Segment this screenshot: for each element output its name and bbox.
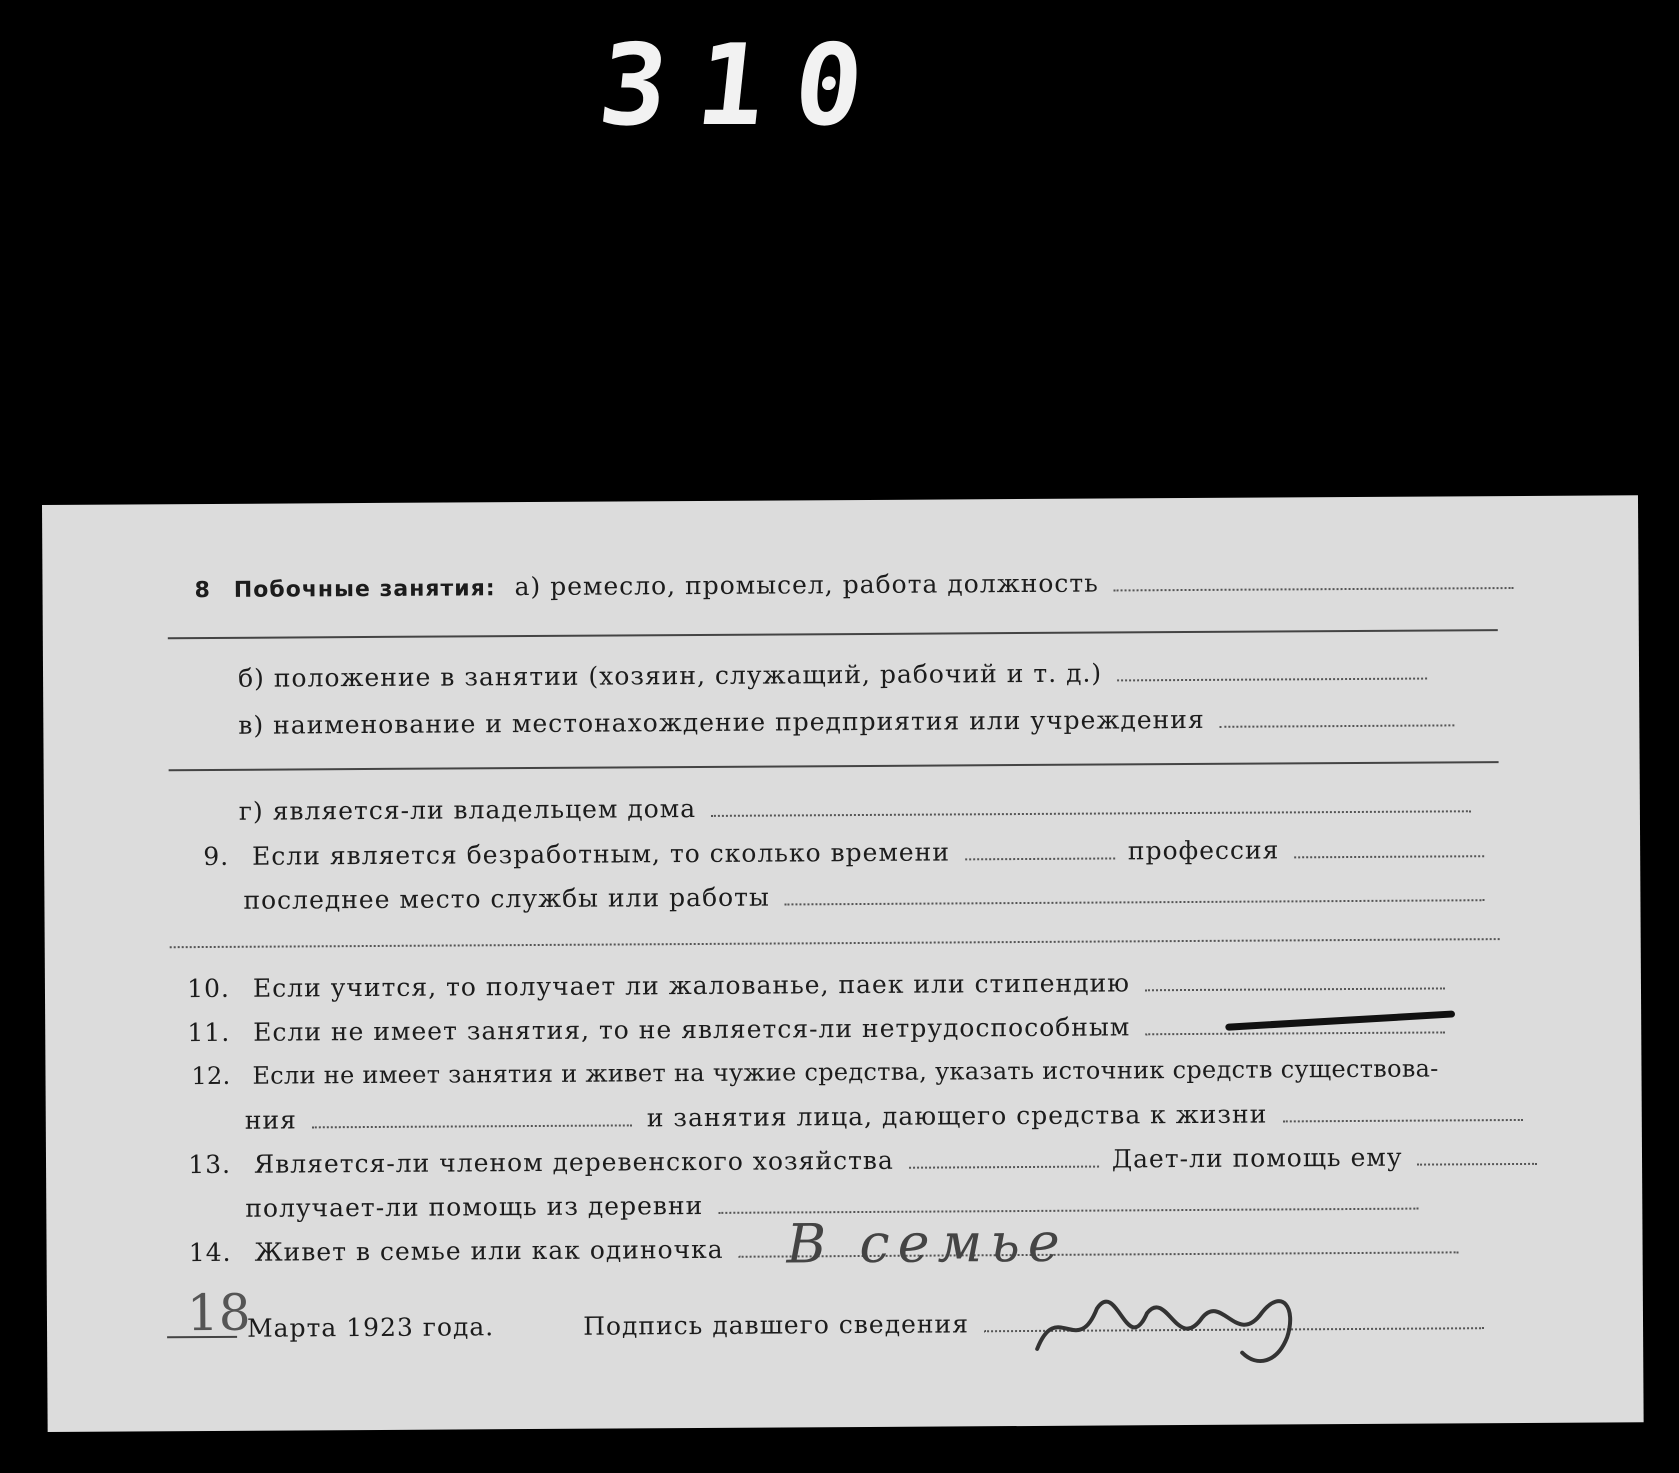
q12-line-2 bbox=[245, 1098, 1523, 1135]
q9-line-2 bbox=[243, 878, 1485, 915]
q14-number: 14. bbox=[188, 1237, 232, 1268]
q8d-text: г) является-ли владельцем дома bbox=[238, 794, 697, 826]
signature-label: Подпись давшего сведения bbox=[583, 1309, 970, 1341]
q8b-text: б) положение в занятии (хозяин, служащий, рабочий и т. д.) bbox=[237, 658, 1103, 693]
q13-line bbox=[176, 1142, 1538, 1179]
footer-day-line bbox=[167, 1336, 237, 1338]
q9-number: 9. bbox=[203, 841, 230, 872]
q8b-fill-line bbox=[1117, 677, 1427, 682]
q9-last-workplace-text: последнее место службы или работы bbox=[243, 882, 770, 915]
q8-line-b bbox=[238, 657, 1427, 693]
q9-continuation-line bbox=[170, 938, 1500, 948]
q8a-text: а) ремесло, промысел, работа должность bbox=[514, 568, 1099, 602]
q14-handwritten-answer: В семье bbox=[786, 1210, 1068, 1276]
q9-profession-label: профессия bbox=[1127, 835, 1280, 866]
q8c-text: в) наименование и местонахождение предприятия или учреждения bbox=[238, 704, 1205, 740]
footer-date-text: Марта 1923 года. bbox=[246, 1312, 495, 1343]
q8a-fill-line bbox=[1114, 586, 1514, 591]
q13-number: 13. bbox=[188, 1149, 232, 1180]
q10-number: 10. bbox=[187, 973, 231, 1004]
handwritten-signature bbox=[1027, 1267, 1308, 1379]
q12-text: Если не имеет занятия и живет на чужие средства, указать источник средств существова- bbox=[252, 1054, 1439, 1090]
q12-source-fill-line bbox=[312, 1123, 632, 1128]
q9-line bbox=[174, 834, 1484, 871]
q9-profession-fill-line bbox=[1294, 854, 1484, 858]
q8-number: 8 bbox=[194, 577, 211, 604]
q10-fill-line bbox=[1145, 986, 1445, 991]
q10-line bbox=[175, 966, 1445, 1003]
q11-fill-line bbox=[1145, 1030, 1445, 1035]
q9-text: Если является безработным, то сколько времени bbox=[252, 837, 951, 871]
frame-number: 310 bbox=[593, 21, 900, 151]
q12-number: 12. bbox=[191, 1061, 231, 1091]
footer-day-handwritten: 18 bbox=[186, 1283, 251, 1343]
q13-member-fill-line bbox=[909, 1165, 1099, 1169]
q8-line-a bbox=[194, 566, 1513, 603]
q13-help-received-text: получает-ли помощь из деревни bbox=[245, 1190, 704, 1223]
q11-text: Если не имеет занятия, то не является-ли нетрудоспособным bbox=[253, 1012, 1131, 1047]
questionnaire-card bbox=[42, 495, 1644, 1432]
q8d-fill-line bbox=[711, 809, 1471, 817]
q9-time-fill-line bbox=[965, 856, 1115, 860]
q13-help-given-fill-line bbox=[1418, 1162, 1538, 1166]
q12-provider-fill-line bbox=[1282, 1118, 1522, 1122]
q8-label: Побочные занятия: bbox=[233, 576, 496, 603]
q8-line-c bbox=[238, 703, 1454, 739]
q9-last-workplace-fill-line bbox=[785, 898, 1485, 905]
q13-text: Является-ли членом деревенского хозяйства bbox=[253, 1145, 894, 1179]
q8-line-d bbox=[239, 789, 1471, 826]
q8c-fill-line bbox=[1220, 723, 1455, 727]
q12-provider-text: и занятия лица, дающего средства к жизни bbox=[646, 1099, 1268, 1133]
q13-help-given-label: Дает-ли помощь ему bbox=[1111, 1142, 1403, 1174]
q11-number: 11. bbox=[187, 1017, 231, 1048]
q12-text-cont: ния bbox=[244, 1105, 297, 1135]
q8c-continuation-line bbox=[169, 761, 1499, 771]
q12-line bbox=[175, 1054, 1438, 1090]
q8a-continuation-line bbox=[168, 629, 1498, 639]
q14-text: Живет в семье или как одиночка bbox=[254, 1234, 724, 1267]
q10-text: Если учится, то получает ли жалованье, паек или стипендию bbox=[252, 968, 1131, 1003]
